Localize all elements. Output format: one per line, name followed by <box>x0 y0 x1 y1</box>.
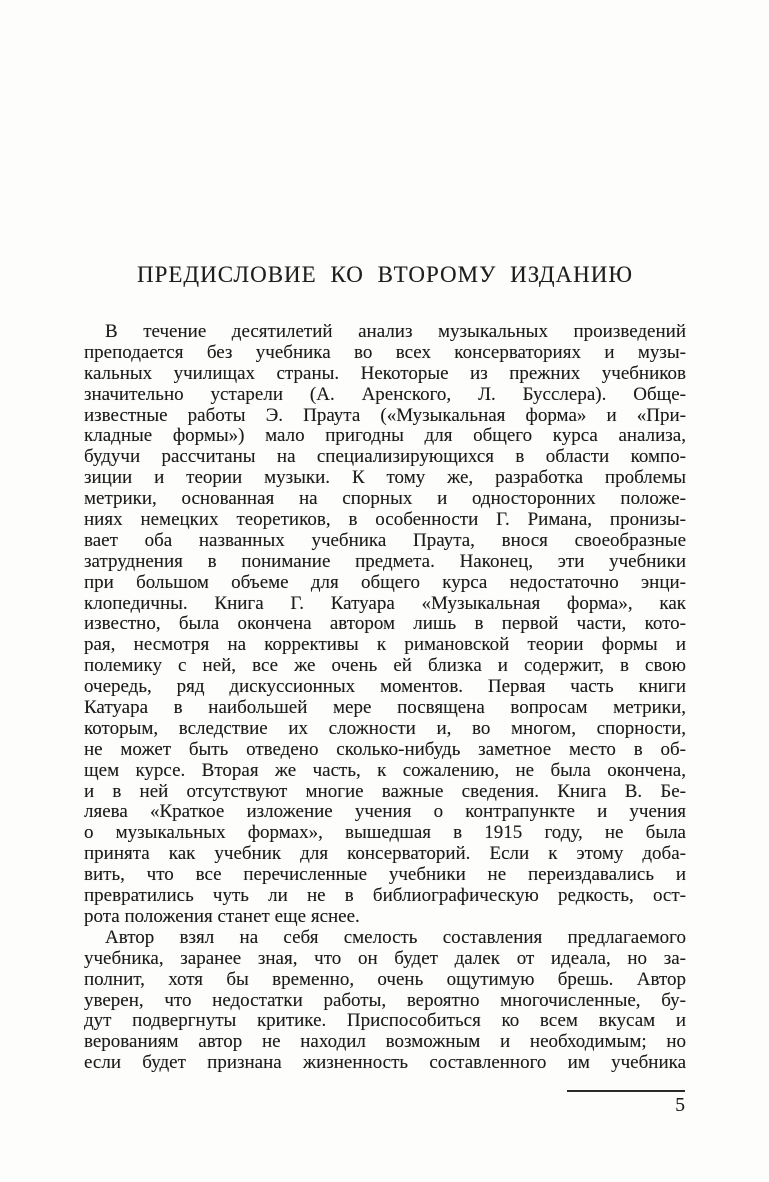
text-line: верованиям автор не находил возможным и необходимым; но <box>84 1032 686 1053</box>
text-line: ниях немецких теоретиков, в особенности Г. Римана, пронизы- <box>84 510 686 531</box>
text-line: если будет признана жизненность составленного им учебника <box>84 1053 686 1074</box>
text-line: известно, была окончена автором лишь в первой части, кото- <box>84 614 686 635</box>
text-line: полнит, хотя бы временно, очень ощутимую брешь. Автор <box>84 969 686 990</box>
text-line: и в ней отсутствуют многие важные сведения. Книга В. Бе- <box>84 781 686 802</box>
text-line: полемику с ней, все же очень ей близка и содержит, в свою <box>84 656 686 677</box>
text-line: не может быть отведено сколько-нибудь заметное место в об- <box>84 739 686 760</box>
text-line: затруднения в понимание предмета. Наконец, эти учебники <box>84 551 686 572</box>
text-line: известные работы Э. Праута («Музыкальная форма» и «При- <box>84 405 686 426</box>
text-line: будучи рассчитаны на специализирующихся в области компо- <box>84 447 686 468</box>
text-line: при большом объеме для общего курса недостаточно энци- <box>84 572 686 593</box>
text-line: вает оба названных учебника Праута, внося своеобразные <box>84 530 686 551</box>
text-line: метрики, основанная на спорных и односторонних положе- <box>84 489 686 510</box>
text-line: рая, несмотря на коррективы к римановской теории формы и <box>84 635 686 656</box>
text-line: дут подвергнуты критике. Приспособиться ко всем вкусам и <box>84 1011 686 1032</box>
text-line: уверен, что недостатки работы, вероятно многочисленные, бу- <box>84 990 686 1011</box>
text-line: вить, что все перечисленные учебники не переиздавались и <box>84 865 686 886</box>
text-line: В течение десятилетий анализ музыкальных произведений <box>105 322 686 342</box>
text-line: преподается без учебника во всех консерваториях и музы- <box>84 342 686 363</box>
page-number: 5 <box>675 1095 685 1116</box>
text-line: Автор взял на себя смелость составления предлагаемого <box>105 927 686 948</box>
text-line: о музыкальных формах», вышедшая в 1915 году, не была <box>84 823 686 844</box>
text-line: кальных училищах страны. Некоторые из прежних учебников <box>84 363 686 384</box>
text-line: которым, вследствие их сложности и, во многом, спорности, <box>84 718 686 739</box>
text-line: превратились чуть ли не в библиографическую редкость, ост- <box>84 886 686 907</box>
footer-rule <box>567 1090 685 1092</box>
text-line: щем курсе. Вторая же часть, к сожалению, не была окончена, <box>84 760 686 781</box>
text-line: Катуара в наибольшей мере посвящена вопросам метрики, <box>84 698 686 719</box>
text-line: очередь, ряд дискуссионных моментов. Первая часть книги <box>84 677 686 698</box>
text-line: принята как учебник для консерваторий. Если к этому доба- <box>84 844 686 865</box>
text-line: учебника, заранее зная, что он будет далек от идеала, но за- <box>84 948 686 969</box>
text-line: значительно устарели (А. Аренского, Л. Бусслера). Обще- <box>84 384 686 405</box>
text-line: зиции и теории музыки. К тому же, разработка проблемы <box>84 468 686 489</box>
text-line: рота положения станет еще яснее. <box>84 906 360 927</box>
text-line: ляева «Краткое изложение учения о контрапункте и учения <box>84 802 686 823</box>
text-line: клопедичны. Книга Г. Катуара «Музыкальная форма», как <box>84 593 686 614</box>
text-line: кладные формы») мало пригодны для общего курса анализа, <box>84 426 686 447</box>
page-title: ПРЕДИСЛОВИЕ КО ВТОРОМУ ИЗДАНИЮ <box>136 262 634 287</box>
body-text <box>84 322 686 1074</box>
